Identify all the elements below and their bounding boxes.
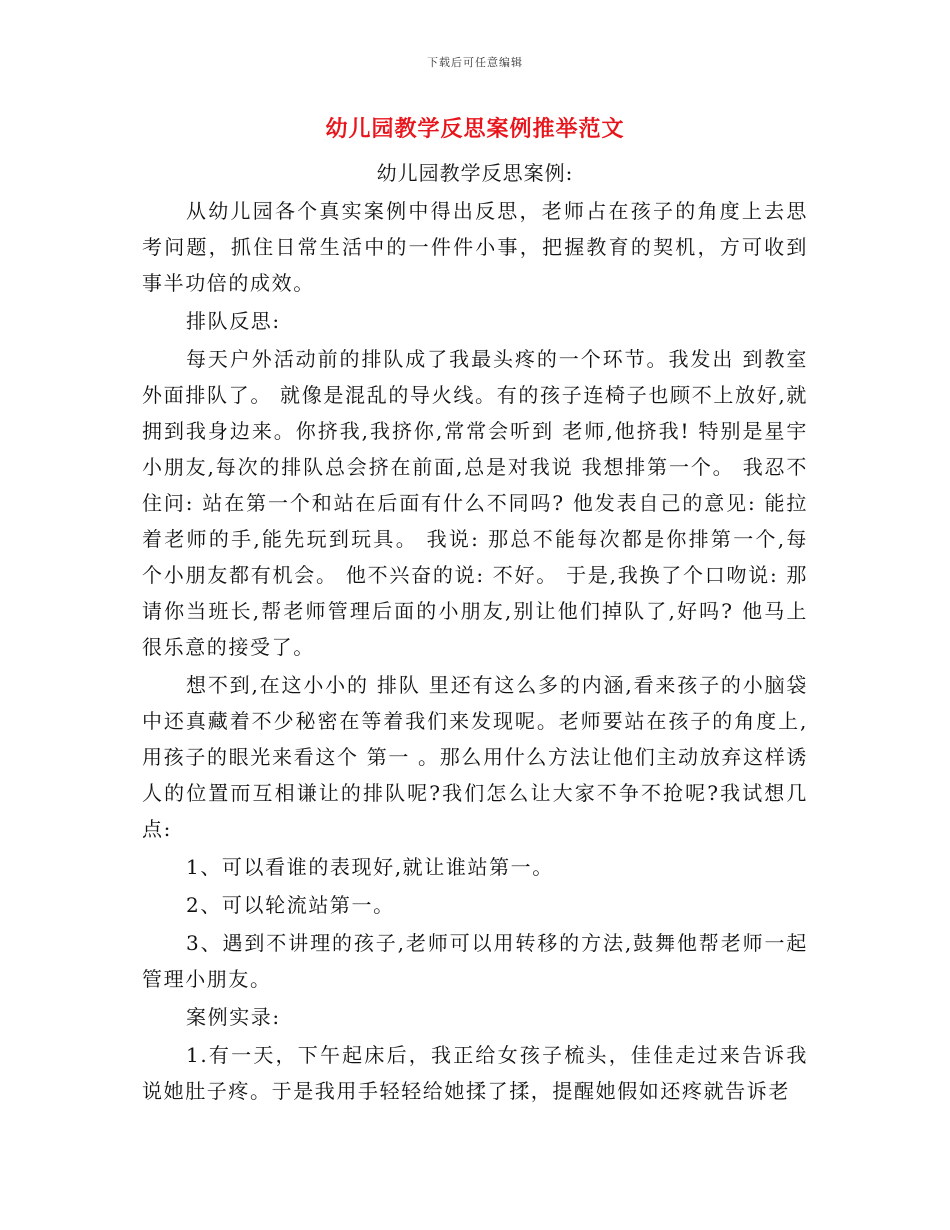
- list-item-2: 2、可以轮流站第一。: [186, 893, 395, 917]
- list-item-1: 1、可以看谁的表现好,就让谁站第一。: [186, 855, 554, 879]
- section-heading-queue: 排队反思:: [186, 309, 281, 333]
- paragraph-queue-reflection: 想不到,在这小小的 排队 里还有这么多的内涵,看来孩子的小脑袋中还真藏着不少秘密在等着我们来发现呢。老师要站在孩子的角度上,用孩子的眼光来看这个 第一 。那么用什么方法让他们主动放弃这样诱人的位置而互相谦让的排队呢?我们怎么让大家不争不抢呢?我试想几点:: [142, 673, 808, 841]
- document-subtitle: 幼儿园教学反思案例:: [376, 161, 574, 185]
- paragraph-case-1: 1.有一天，下午起床后，我正给女孩子梳头，佳佳走过来告诉我说她肚子疼。于是我用手轻轻给她揉了揉，提醒她假如还疼就告诉老: [142, 1043, 808, 1103]
- section-heading-cases: 案例实录:: [186, 1005, 281, 1029]
- document-title: 幼儿园教学反思案例推举范文: [325, 116, 625, 142]
- paragraph-queue-story: 每天户外活动前的排队成了我最头疼的一个环节。我发出 到教室外面排队了。 就像是混乱的导火线。有的孩子连椅子也顾不上放好,就拥到我身边来。你挤我,我挤你,常常会听到 老师,他挤我! 特别是星宇小朋友,每次的排队总会挤在前面,总是对我说 我想排第一个。 我忍不住问: 站在第一个和站在后面有什么不同吗? 他发表自己的意见: 能拉着老师的手,能先玩到玩具。 我说: 那总不能每次都是你排第一个,每个小朋友都有机会。 他不兴奋的说: 不好。 于是,我换了个口吻说: 那请你当班长,帮老师管理后面的小朋友,别让他们掉队了,好吗? 他马上很乐意的接受了。: [142, 347, 808, 659]
- list-item-3: 3、遇到不讲理的孩子,老师可以用转移的方法,鼓舞他帮老师一起管理小朋友。: [142, 931, 808, 991]
- document-body: [142, 193, 808, 1109]
- header-note: 下载后可任意编辑: [427, 56, 523, 69]
- paragraph-intro: 从幼儿园各个真实案例中得出反思，老师占在孩子的角度上去思考问题，抓住日常生活中的一件件小事，把握教育的契机，方可收到事半功倍的成效。: [142, 199, 808, 295]
